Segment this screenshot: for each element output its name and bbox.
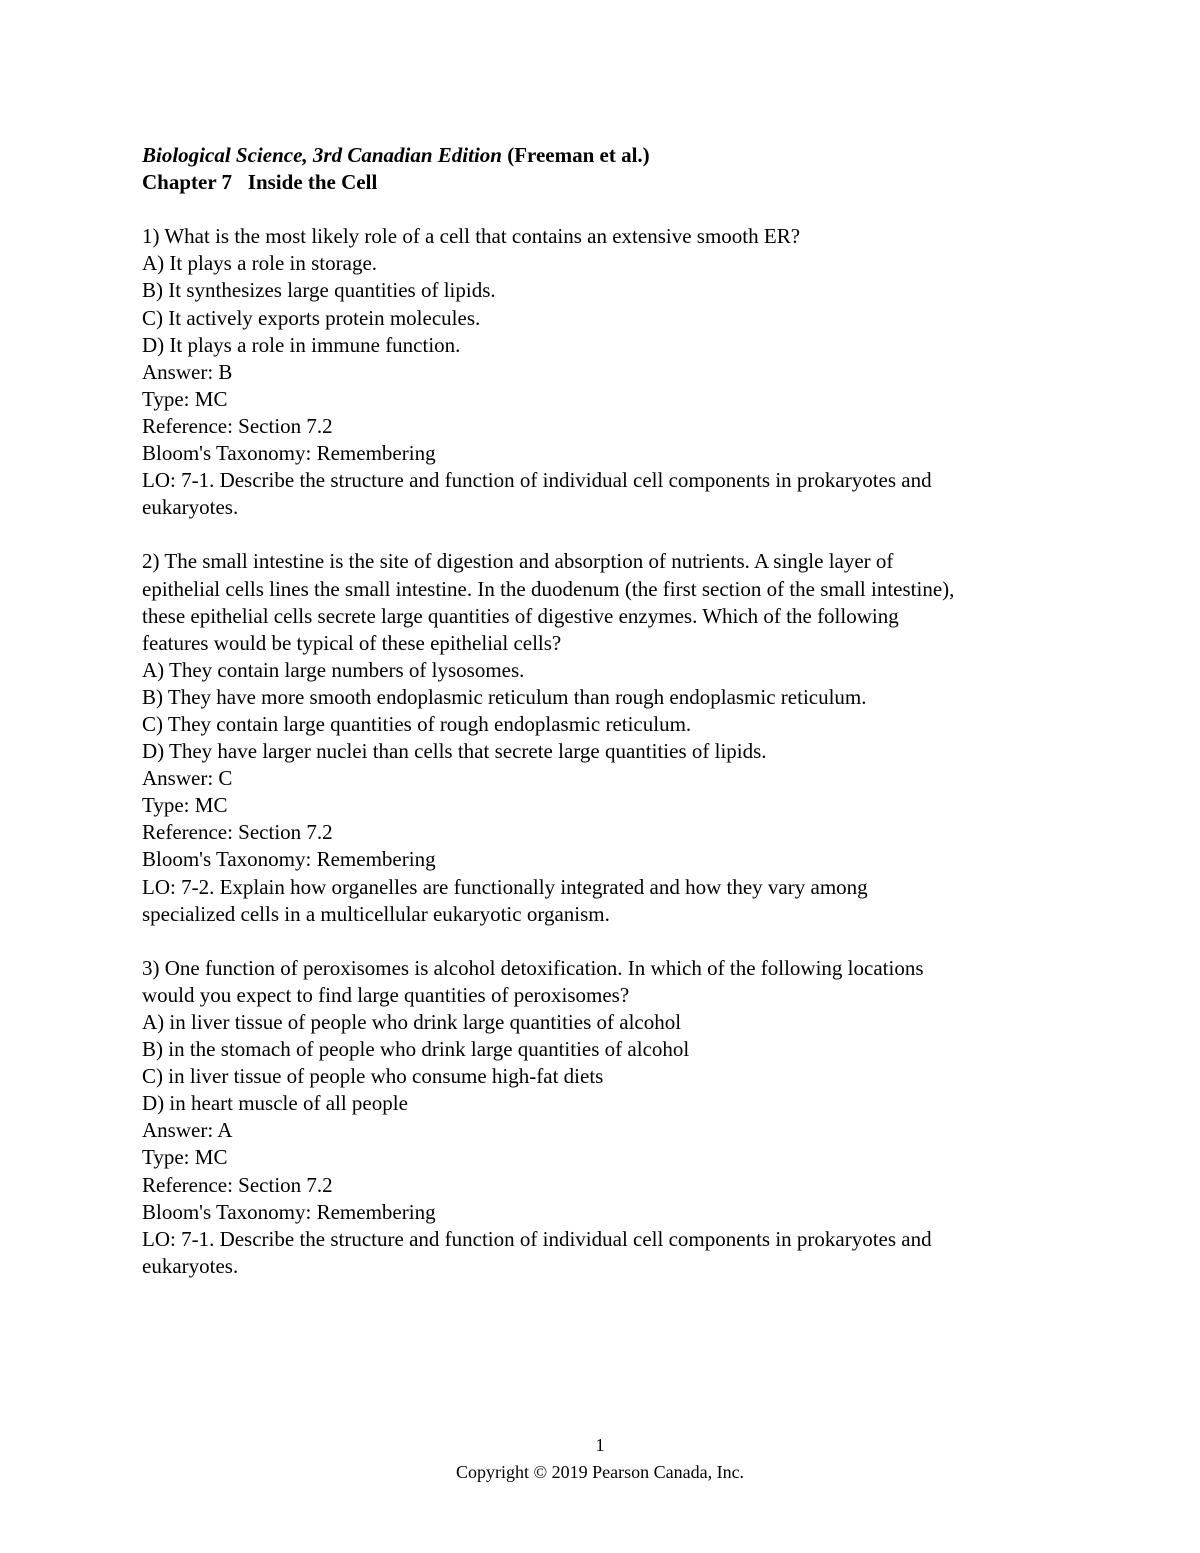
question-1 <box>142 223 1062 521</box>
page-content <box>142 142 1062 1280</box>
answer-option-d: D) It plays a role in immune function. <box>142 332 461 357</box>
answer-key: Answer: C <box>142 766 233 791</box>
question-type: Type: MC <box>142 386 228 411</box>
answer-option-c: C) They contain large quantities of rough endoplasmic reticulum. <box>142 711 692 736</box>
answer-option-d: D) They have larger nuclei than cells that secrete large quantities of lipids. <box>142 739 767 764</box>
blooms-taxonomy: Bloom's Taxonomy: Remembering <box>142 441 436 466</box>
answer-key: Answer: B <box>142 359 233 384</box>
chapter-title: Inside the Cell <box>247 170 378 195</box>
learning-objective-line-2: eukaryotes. <box>142 495 239 520</box>
answer-option-c: C) in liver tissue of people who consume high-fat diets <box>142 1064 604 1089</box>
answer-option-a: A) in liver tissue of people who drink large quantities of alcohol <box>142 1010 682 1034</box>
learning-objective-line-1: LO: 7-1. Describe the structure and function of individual cell components in prokaryotes and <box>142 1226 932 1251</box>
blooms-taxonomy: Bloom's Taxonomy: Remembering <box>142 847 436 872</box>
answer-option-d: D) in heart muscle of all people <box>142 1091 408 1116</box>
question-reference: Reference: Section 7.2 <box>142 1172 333 1197</box>
answer-option-a: A) It plays a role in storage. <box>142 251 378 276</box>
answer-option-b: B) They have more smooth endoplasmic reticulum than rough endoplasmic reticulum. <box>142 684 867 709</box>
answer-option-c: C) It actively exports protein molecules. <box>142 305 481 330</box>
answer-option-b: B) It synthesizes large quantities of lipids. <box>142 278 496 303</box>
question-stem-line-4: features would be typical of these epithelial cells? <box>142 630 562 655</box>
question-stem-line-1: 2) The small intestine is the site of digestion and absorption of nutrients. A single layer of <box>142 549 894 574</box>
copyright-notice: Copyright © 2019 Pearson Canada, Inc. <box>455 1462 745 1482</box>
document-title-line <box>142 142 1062 169</box>
blooms-taxonomy: Bloom's Taxonomy: Remembering <box>142 1199 436 1224</box>
question-reference: Reference: Section 7.2 <box>142 413 333 438</box>
learning-objective-line-2: eukaryotes. <box>142 1253 239 1278</box>
question-stem-line-2: epithelial cells lines the small intestine. In the duodenum (the first section of the small intestine), <box>142 576 955 601</box>
spacer <box>142 196 1062 223</box>
question-stem-line-3: these epithelial cells secrete large quantities of digestive enzymes. Which of the following <box>142 603 899 628</box>
question-stem-line-1: 3) One function of peroxisomes is alcohol detoxification. In which of the following locations <box>142 955 924 980</box>
page-number: 1 <box>595 1435 605 1455</box>
question-type: Type: MC <box>142 1145 228 1170</box>
learning-objective-line-1: LO: 7-1. Describe the structure and function of individual cell components in prokaryotes and <box>142 468 932 493</box>
question-2 <box>142 548 1062 927</box>
learning-objective-line-1: LO: 7-2. Explain how organelles are functionally integrated and how they vary among <box>142 874 868 899</box>
spacer <box>142 521 1062 548</box>
chapter-label: Chapter 7 <box>142 170 233 195</box>
answer-option-a: A) They contain large numbers of lysosomes. <box>142 657 525 682</box>
answer-option-b: B) in the stomach of people who drink large quantities of alcohol <box>142 1037 690 1062</box>
spacer <box>142 928 1062 955</box>
chapter-heading <box>142 169 1062 196</box>
book-title: Biological Science, 3rd Canadian Edition <box>142 143 502 167</box>
book-authors: (Freeman et al.) <box>507 143 650 167</box>
question-reference: Reference: Section 7.2 <box>142 820 333 845</box>
question-stem: 1) What is the most likely role of a cell that contains an extensive smooth ER? <box>142 224 801 249</box>
question-stem-line-2: would you expect to find large quantities of peroxisomes? <box>142 982 630 1007</box>
question-type: Type: MC <box>142 793 228 818</box>
learning-objective-line-2: specialized cells in a multicellular eukaryotic organism. <box>142 901 610 926</box>
question-3 <box>142 955 1062 1280</box>
answer-key: Answer: A <box>142 1118 233 1143</box>
